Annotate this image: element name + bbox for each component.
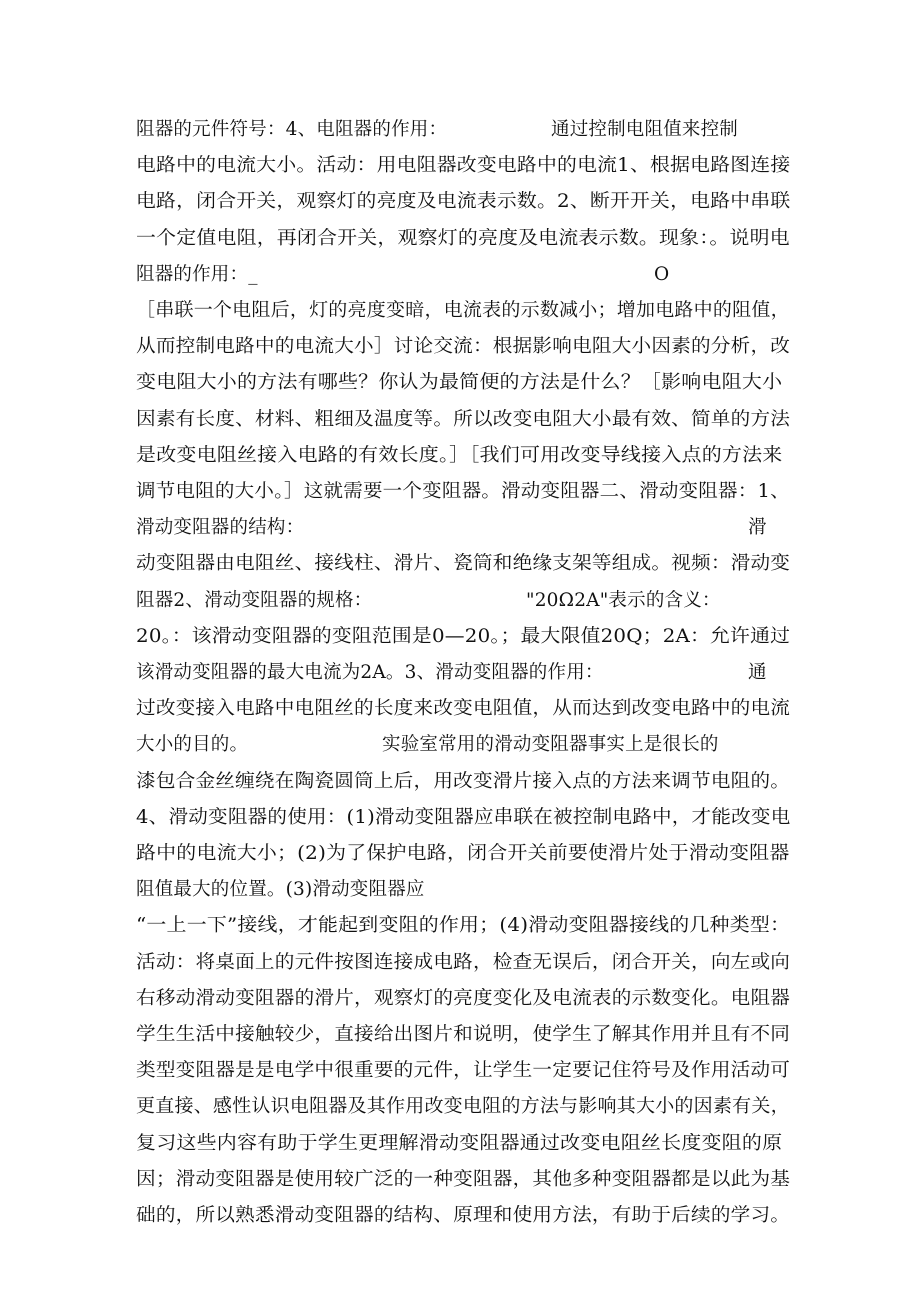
text-segment: 因素有长度、材料、粗细及温度等。所以改变电阻大小最有效、简单的方法	[136, 408, 791, 430]
text-segment: 漆包合金丝缠绕在陶瓷圆筒上后，用改变滑片接入点的方法来调节电阻的。	[136, 770, 791, 792]
text-segment: 类型变阻器是是电学中很重要的元件，让学生一定要记住符号及作用活动可	[136, 1060, 791, 1082]
text-line	[136, 767, 790, 797]
text-segment: 右移动滑动变阻器的滑片，观察灯的亮度变化及电流表的示数变化。电阻器	[136, 987, 791, 1009]
text-line	[136, 513, 790, 543]
text-segment: 滑动变阻器的结构：	[136, 517, 305, 539]
text-segment: 阻器的作用：_	[136, 263, 258, 285]
text-segment: 阻器的元件符号：4、电阻器的作用：	[136, 119, 448, 140]
text-line	[136, 586, 790, 616]
text-segment: 4、滑动变阻器的使用：(1)滑动变阻器应串联在被控制电路中，才能改变电	[136, 806, 791, 828]
text-segment: 路中的电流大小；(2)为了保护电路，闭合开关前要使滑片处于滑动变阻器	[136, 843, 790, 864]
text-segment: 实验室常用的滑动变阻器事实上是很长的	[382, 734, 719, 756]
text-segment: 大小的目的。	[136, 734, 249, 756]
text-line	[136, 1201, 790, 1231]
text-line	[136, 477, 790, 507]
text-segment: 一个定值电阻，再闭合开关，观察灯的亮度及电流表示数。现象：。说明电	[136, 227, 790, 249]
text-segment: 调节电阻的大小。］这就需要一个变阻器。滑动变阻器二、滑动变阻器：1、	[136, 481, 790, 502]
text-line	[136, 332, 790, 362]
text-segment: "20Ω2A"表示的含义：	[526, 589, 721, 611]
text-line	[136, 224, 790, 254]
text-line	[136, 405, 790, 435]
text-line	[136, 260, 790, 290]
text-line	[136, 839, 790, 869]
text-segment: 电路中的电流大小。活动：用电阻器改变电路中的电流1、根据电路图连接	[136, 155, 791, 177]
text-segment: 过改变接入电路中电阻丝的长度来改变电阻值，从而达到改变电路中的电流	[136, 698, 791, 720]
text-line	[136, 694, 790, 724]
text-line	[136, 875, 790, 905]
text-line	[136, 803, 790, 833]
text-segment: 变电阻大小的方法有哪些？你认为最简便的方法是什么？［影响电阻大小	[136, 372, 783, 394]
text-segment: 阻器2、滑动变阻器的规格：	[136, 589, 373, 611]
text-line	[136, 622, 790, 652]
text-segment: 从而控制电路中的电流大小］讨论交流：根据影响电阻大小因素的分析，改	[136, 336, 791, 358]
text-segment: 动变阻器由电阻丝、接线柱、滑片、瓷筒和绝缘支架等组成。视频：滑动变	[136, 553, 791, 575]
text-line	[136, 911, 790, 941]
text-line	[136, 368, 790, 398]
text-line	[136, 1092, 790, 1122]
text-segment: 阻值最大的位置。(3)滑动变阻器应	[136, 879, 425, 901]
text-line	[136, 441, 790, 471]
text-line	[136, 187, 790, 217]
text-segment: “一上一下”接线，才能起到变阻的作用；(4)滑动变阻器接线的几种类型：	[136, 915, 791, 937]
text-segment: 复习这些内容有助于学生更理解滑动变阻器通过改变电阻丝长度变阻的原	[136, 1132, 783, 1154]
text-segment: 20。：该滑动变阻器的变阻范围是0—20。；最大限值20Q；2A：允许通过	[136, 625, 791, 647]
text-segment: O	[654, 263, 670, 285]
text-segment: 通	[748, 662, 767, 683]
text-segment: 通过控制电阻值来控制	[551, 119, 739, 140]
text-segment: 是改变电阻丝接入电路的有效长度。］［我们可用改变导线接入点的方法来	[136, 444, 783, 466]
text-line	[136, 296, 790, 326]
text-line	[136, 1056, 790, 1086]
text-segment: 学生生活中接触较少，直接给出图片和说明，使学生了解其作用并且有不同	[136, 1024, 791, 1045]
text-segment: 更直接、感性认识电阻器及其作用改变电阻的方法与影响其大小的因素有关，	[136, 1096, 790, 1118]
text-line	[136, 151, 790, 181]
text-line	[136, 1020, 790, 1050]
text-line	[136, 658, 790, 688]
text-segment: ［串联一个电阻后，灯的亮度变暗，电流表的示数减小；增加电路中的阻值，	[136, 300, 790, 321]
text-segment: 础的，所以熟悉滑动变阻器的结构、原理和使用方法，有助于后续的学习。	[136, 1205, 791, 1226]
text-line	[136, 948, 790, 978]
text-line	[136, 549, 790, 579]
text-line	[136, 730, 790, 760]
text-segment: 滑	[748, 517, 767, 539]
text-line	[136, 984, 790, 1014]
text-segment: 活动：将桌面上的元件按图连接成电路，检查无误后，闭合开关，向左或向	[136, 951, 791, 973]
text-line	[136, 1129, 790, 1159]
text-segment: 因；滑动变阻器是使用较广泛的一种变阻器，其他多种变阻器都是以此为基	[136, 1168, 791, 1190]
text-line	[136, 115, 790, 145]
text-segment: 电路，闭合开关，观察灯的亮度及电流表示数。2、断开开关，电路中串联	[136, 191, 791, 213]
text-segment: 该滑动变阻器的最大电流为2A。3、滑动变阻器的作用：	[136, 662, 604, 683]
text-line	[136, 1165, 790, 1195]
